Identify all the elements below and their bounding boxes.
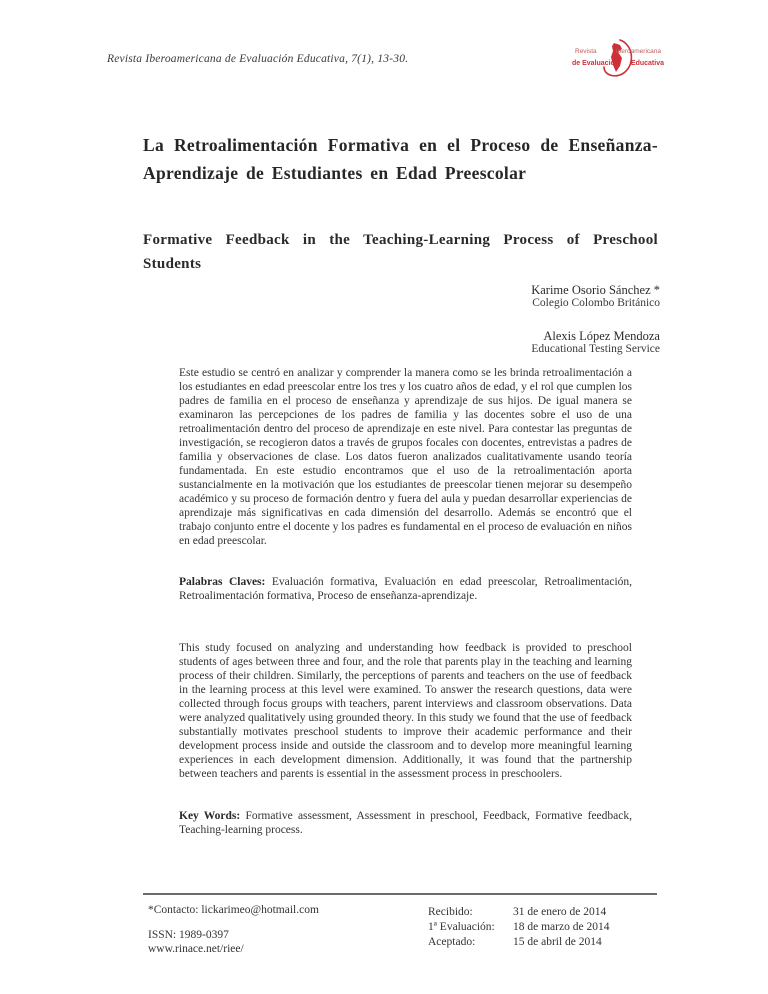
- author-name: Alexis López Mendoza: [543, 329, 660, 343]
- keywords-spanish: [179, 575, 632, 603]
- abstract-english: This study focused on analyzing and understanding how feedback is provided to preschool students of ages between three and four, and the role that parents play in the teaching and learning process of their children. Similarly, the perceptions of parents and teachers on the use of feedback in the learning process at this level were examined. To answer the research questions, data were collected through focus groups with teachers, parent interviews and classroom observations. Data were analyzed qualitatively using grounded theory. In this study we found that the use of feedback substantially motivates preschool students to improve their academic performance and their development process inside and outside the classroom and to develop more meaningful learning experiences in each development dimension. Additionally, it was found that the partnership between teachers and parents is essential in the assessment process in preschoolers.: [179, 642, 632, 780]
- footer-divider: [143, 893, 657, 895]
- logo-word-educativa: Educativa: [630, 60, 664, 67]
- article-title-english: Formative Feedback in the Teaching-Learning Process of Preschool Students: [143, 232, 658, 272]
- keywords-spanish-text: Evaluación formativa, Evaluación en edad preescolar, Retroalimentación, Retroalimentación formativa, Proceso de enseñanza-aprendizaje.: [179, 576, 633, 602]
- footer-contact-block: [148, 903, 319, 956]
- issn-line: ISSN: 1989-0397: [148, 929, 229, 941]
- abstract-spanish: Este estudio se centró en analizar y comprender la manera como se les brinda retroalimentación a los estudiantes en edad preescolar entre los tres y los cuatro años de edad, y el rol que cumplen los padres de familia en el proceso de enseñanza y aprendizaje de sus hijos. De igual manera se examinaron las percepciones de los padres de familia y las docentes sobre el uso de una retroalimentación dentro del proceso de aprendizaje en este nivel. Para contestar las preguntas de investigación, se recogieron datos a través de grupos focales con docentes, entrevistas a padres de familia y observaciones de clase. Los datos fueron analizados cualitativamente usando teoría fundamentada. En este estudio encontramos que el uso de la retroalimentación aporta sustancialmente en la motivación que los estudiantes de preescolar tienen mejorar su desempeño académico y su proceso de formación dentro y fuera del aula y puedan desarrollar experiencias de aprendizaje más significativas en cada dimensión del desarrollo. Además se encontró que el trabajo conjunto entre el docente y los padres es fundamental en el proceso de evaluación en niños en edad preescolar.: [179, 367, 632, 547]
- contact-line: [148, 903, 319, 917]
- authors-block: [531, 283, 660, 356]
- author-entry: [531, 329, 660, 356]
- author-affiliation: Colegio Colombo Británico: [532, 297, 660, 309]
- date-value: 31 de enero de 2014: [513, 906, 607, 918]
- date-row-accepted: [428, 935, 609, 950]
- author-entry: [531, 283, 660, 310]
- logo-word-iberoamericana: Iberoamericana: [615, 48, 661, 55]
- journal-citation: Revista Iberoamericana de Evaluación Educativa, 7(1), 13-30.: [107, 53, 409, 65]
- keywords-spanish-label: Palabras Claves:: [179, 576, 266, 588]
- logo-text-bottom: [572, 60, 664, 68]
- contact-label: *Contacto:: [148, 904, 199, 916]
- keywords-english-text: Formative assessment, Assessment in preschool, Feedback, Formative feedback, Teaching-learning process.: [179, 810, 632, 836]
- date-label: Aceptado:: [428, 936, 476, 948]
- journal-website-link[interactable]: www.rinace.net/riee/: [148, 943, 244, 955]
- keywords-english: [179, 809, 632, 837]
- keywords-english-label: Key Words:: [179, 810, 241, 822]
- date-value: 18 de marzo de 2014: [513, 921, 610, 933]
- logo-word-revista: Revista: [575, 48, 597, 55]
- date-value: 15 de abril de 2014: [513, 936, 602, 948]
- article-title-spanish: La Retroalimentación Formativa en el Proceso de Enseñanza-Aprendizaje de Estudiantes en Edad Preescolar: [143, 135, 658, 183]
- date-label: Recibido:: [428, 906, 473, 918]
- logo-word-de-evaluacion: de Evaluación: [572, 60, 620, 67]
- author-name: Karime Osorio Sánchez *: [531, 283, 660, 297]
- date-row-received: [428, 905, 609, 920]
- footer-dates-block: [428, 905, 609, 950]
- logo-text-top: [572, 48, 664, 56]
- contact-email-link[interactable]: lickarimeo@hotmail.com: [201, 904, 319, 916]
- author-affiliation: Educational Testing Service: [531, 343, 660, 355]
- date-label: 1ª Evaluación:: [428, 921, 495, 933]
- journal-logo: [572, 38, 664, 82]
- date-row-first-evaluation: [428, 920, 609, 935]
